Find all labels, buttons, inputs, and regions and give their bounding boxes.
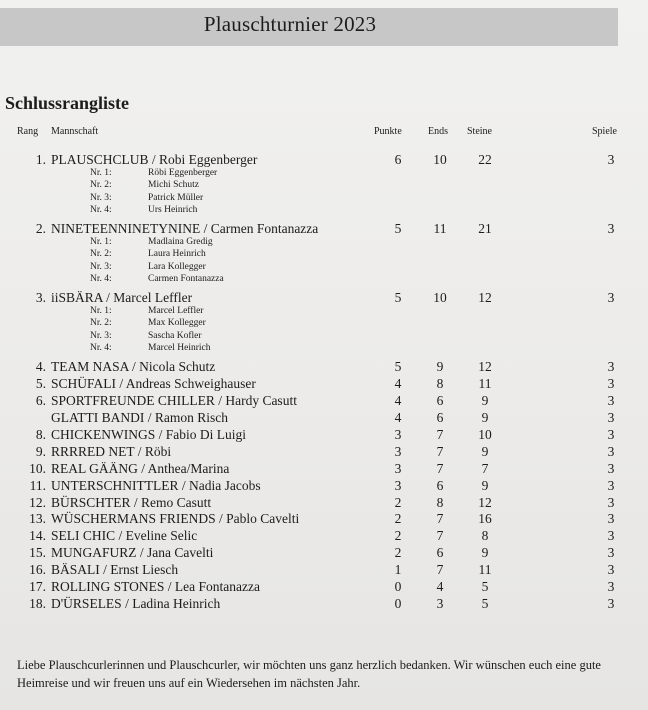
rank-cell: 9. — [35, 443, 46, 459]
member-label: Nr. 2: — [90, 180, 112, 191]
rank-cell: 11. — [29, 477, 46, 493]
table-row — [0, 511, 648, 527]
table-row — [0, 562, 648, 578]
punkte-cell: 4 — [394, 376, 402, 392]
table-row — [0, 290, 648, 306]
member-label: Nr. 4: — [90, 343, 112, 353]
member-name: Lara Kollegger — [148, 261, 206, 272]
column-header-spiele: Spiele — [592, 126, 617, 137]
punkte-cell: 2 — [394, 528, 402, 544]
table-row — [0, 579, 648, 595]
column-header-punkte: Punkte — [374, 126, 402, 137]
punkte-cell: 5 — [394, 221, 402, 237]
member-name: Sascha Kofler — [148, 330, 202, 341]
table-row — [0, 596, 648, 612]
steine-cell: 5 — [481, 579, 489, 594]
ends-cell: 7 — [436, 426, 444, 442]
team-name-cell: GLATTI BANDI / Ramon Risch — [51, 410, 228, 425]
ends-cell: 11 — [433, 221, 447, 237]
punkte-cell: 1 — [394, 562, 402, 578]
punkte-cell: 3 — [394, 460, 402, 476]
member-label: Nr. 3: — [90, 261, 112, 272]
member-label: Nr. 4: — [90, 273, 112, 284]
team-name-cell: RRRRED NET / Röbi — [51, 443, 172, 459]
table-row — [0, 461, 648, 477]
steine-cell: 12 — [478, 494, 492, 510]
team-name-cell: iiSBÄRA / Marcel Leffler — [51, 290, 193, 306]
punkte-cell: 5 — [394, 359, 402, 375]
steine-cell: 16 — [478, 511, 492, 527]
table-row — [0, 495, 648, 511]
rank-cell: 13. — [29, 511, 46, 527]
rank-cell: 4. — [35, 359, 46, 375]
rank-cell: 5. — [35, 376, 46, 392]
member-name: Marcel Heinrich — [148, 343, 211, 353]
spiele-cell: 3 — [607, 460, 615, 476]
steine-cell: 9 — [481, 545, 489, 561]
steine-cell: 8 — [481, 528, 489, 544]
steine-cell: 10 — [478, 426, 492, 442]
table-row — [0, 152, 648, 168]
spiele-cell: 3 — [607, 562, 615, 578]
ends-cell: 8 — [436, 494, 444, 510]
spiele-cell: 3 — [607, 579, 615, 594]
punkte-cell: 2 — [394, 511, 402, 527]
column-header-ends: Ends — [428, 126, 448, 137]
member-name: Urs Heinrich — [148, 204, 198, 215]
member-label: Nr. 2: — [90, 249, 112, 260]
rank-cell: 17. — [29, 579, 46, 594]
column-header-mannschaft: Mannschaft — [51, 126, 99, 137]
steine-cell: 9 — [481, 410, 489, 425]
steine-cell: 9 — [481, 393, 489, 409]
team-name-cell: UNTERSCHNITTLER / Nadia Jacobs — [51, 477, 261, 493]
team-name-cell: SPORTFREUNDE CHILLER / Hardy Casutt — [51, 393, 297, 409]
spiele-cell: 3 — [607, 221, 615, 237]
spiele-cell: 3 — [607, 595, 615, 611]
punkte-cell: 0 — [394, 595, 402, 611]
team-name-cell: BÄSALI / Ernst Liesch — [51, 562, 179, 578]
rank-cell: 1. — [35, 152, 46, 167]
member-name: Michi Schutz — [148, 180, 199, 191]
punkte-cell: 5 — [394, 290, 402, 306]
spiele-cell: 3 — [607, 494, 615, 510]
table-row — [0, 393, 648, 409]
spiele-cell: 3 — [607, 393, 615, 409]
steine-cell: 22 — [478, 152, 492, 167]
punkte-cell: 3 — [394, 477, 402, 493]
ends-cell: 4 — [436, 579, 444, 594]
team-name-cell: ROLLING STONES / Lea Fontanazza — [51, 579, 260, 594]
member-name: Carmen Fontanazza — [148, 273, 224, 284]
spiele-cell: 3 — [607, 152, 615, 167]
rank-cell: 14. — [29, 528, 46, 544]
steine-cell: 5 — [481, 595, 489, 611]
ends-cell: 6 — [436, 477, 444, 493]
team-name-cell: CHICKENWINGS / Fabio Di Luigi — [51, 426, 246, 442]
spiele-cell: 3 — [607, 359, 615, 375]
member-name: Madlaina Gredig — [148, 237, 213, 247]
member-label: Nr. 1: — [90, 167, 112, 178]
section-title: Schlussrangliste — [5, 93, 130, 113]
steine-cell: 11 — [478, 376, 492, 392]
table-row — [0, 444, 648, 460]
member-name: Laura Heinrich — [148, 249, 206, 260]
member-label: Nr. 3: — [90, 192, 112, 203]
spiele-cell: 3 — [607, 376, 615, 392]
punkte-cell: 3 — [394, 443, 402, 459]
member-name: Röbi Eggenberger — [148, 167, 218, 178]
rank-cell: 3. — [35, 290, 46, 306]
table-row — [0, 545, 648, 561]
column-header-rang: Rang — [17, 126, 39, 137]
steine-cell: 9 — [481, 477, 489, 493]
table-row — [0, 478, 648, 494]
steine-cell: 9 — [481, 443, 489, 459]
punkte-cell: 4 — [394, 410, 402, 425]
member-name: Patrick Müller — [148, 192, 204, 203]
ends-cell: 9 — [436, 359, 444, 375]
spiele-cell: 3 — [607, 443, 615, 459]
ends-cell: 8 — [436, 376, 444, 392]
table-row — [0, 427, 648, 443]
member-name: Max Kollegger — [148, 318, 206, 329]
member-label: Nr. 3: — [90, 330, 112, 341]
table-row — [0, 359, 648, 375]
punkte-cell: 0 — [394, 579, 402, 594]
rank-cell: 12. — [29, 494, 46, 510]
punkte-cell: 4 — [394, 393, 402, 409]
spiele-cell: 3 — [607, 528, 615, 544]
team-name-cell: SCHÜFALI / Andreas Schweighauser — [51, 376, 256, 392]
member-label: Nr. 1: — [90, 237, 112, 247]
closing-message: Liebe Plauschcurlerinnen und Plauschcurler, wir möchten uns ganz herzlich bedanken. Wir wünschen euch eine gute Heimreise und wir freuen uns auf ein Wiedersehen im nächsten Jahr. — [17, 658, 601, 690]
punkte-cell: 2 — [394, 545, 402, 561]
team-name-cell: SELI CHIC / Eveline Selic — [51, 528, 198, 544]
member-label: Nr. 4: — [90, 204, 112, 215]
member-name: Marcel Leffler — [148, 306, 204, 317]
steine-cell: 12 — [478, 359, 492, 375]
spiele-cell: 3 — [607, 426, 615, 442]
ends-cell: 6 — [436, 545, 444, 561]
ends-cell: 3 — [436, 595, 444, 611]
ends-cell: 7 — [436, 562, 444, 578]
member-label: Nr. 1: — [90, 306, 112, 317]
team-name-cell: WÜSCHERMANS FRIENDS / Pablo Cavelti — [51, 511, 300, 527]
steine-cell: 11 — [478, 562, 492, 578]
steine-cell: 7 — [481, 460, 489, 476]
team-name-cell: PLAUSCHCLUB / Robi Eggenberger — [51, 152, 258, 167]
rank-cell: 2. — [35, 221, 46, 237]
punkte-cell: 6 — [394, 152, 402, 167]
spiele-cell: 3 — [607, 511, 615, 527]
steine-cell: 12 — [478, 290, 492, 306]
team-name-cell: NINETEENNINETYNINE / Carmen Fontanazza — [51, 221, 319, 237]
team-name-cell: MUNGAFURZ / Jana Cavelti — [51, 545, 214, 561]
punkte-cell: 3 — [394, 426, 402, 442]
ends-cell: 6 — [436, 393, 444, 409]
ends-cell: 10 — [433, 290, 447, 306]
team-name-cell: REAL GÄÄNG / Anthea/Marina — [51, 460, 230, 476]
ends-cell: 6 — [436, 410, 444, 425]
ends-cell: 7 — [436, 528, 444, 544]
team-name-cell: TEAM NASA / Nicola Schutz — [51, 359, 216, 375]
ends-cell: 10 — [433, 152, 447, 167]
rank-cell: 10. — [29, 460, 46, 476]
steine-cell: 21 — [478, 221, 492, 237]
column-header-steine: Steine — [467, 126, 492, 137]
page-title: Plauschturnier 2023 — [203, 12, 377, 36]
rank-cell: 8. — [35, 426, 46, 442]
spiele-cell: 3 — [607, 545, 615, 561]
team-name-cell: BÜRSCHTER / Remo Casutt — [51, 494, 212, 510]
rank-cell: 15. — [29, 545, 46, 561]
rank-cell: 16. — [29, 562, 46, 578]
table-row — [0, 528, 648, 544]
table-row — [0, 221, 648, 237]
team-name-cell: D'ÜRSELES / Ladina Heinrich — [51, 595, 221, 611]
member-label: Nr. 2: — [90, 318, 112, 329]
punkte-cell: 2 — [394, 494, 402, 510]
spiele-cell: 3 — [607, 410, 615, 425]
spiele-cell: 3 — [607, 477, 615, 493]
rank-cell: 6. — [35, 393, 46, 409]
table-row — [0, 410, 648, 426]
table-row — [0, 376, 648, 392]
ends-cell: 7 — [436, 460, 444, 476]
ends-cell: 7 — [436, 443, 444, 459]
rank-cell: 18. — [29, 595, 46, 611]
spiele-cell: 3 — [607, 290, 615, 306]
ends-cell: 7 — [436, 511, 444, 527]
